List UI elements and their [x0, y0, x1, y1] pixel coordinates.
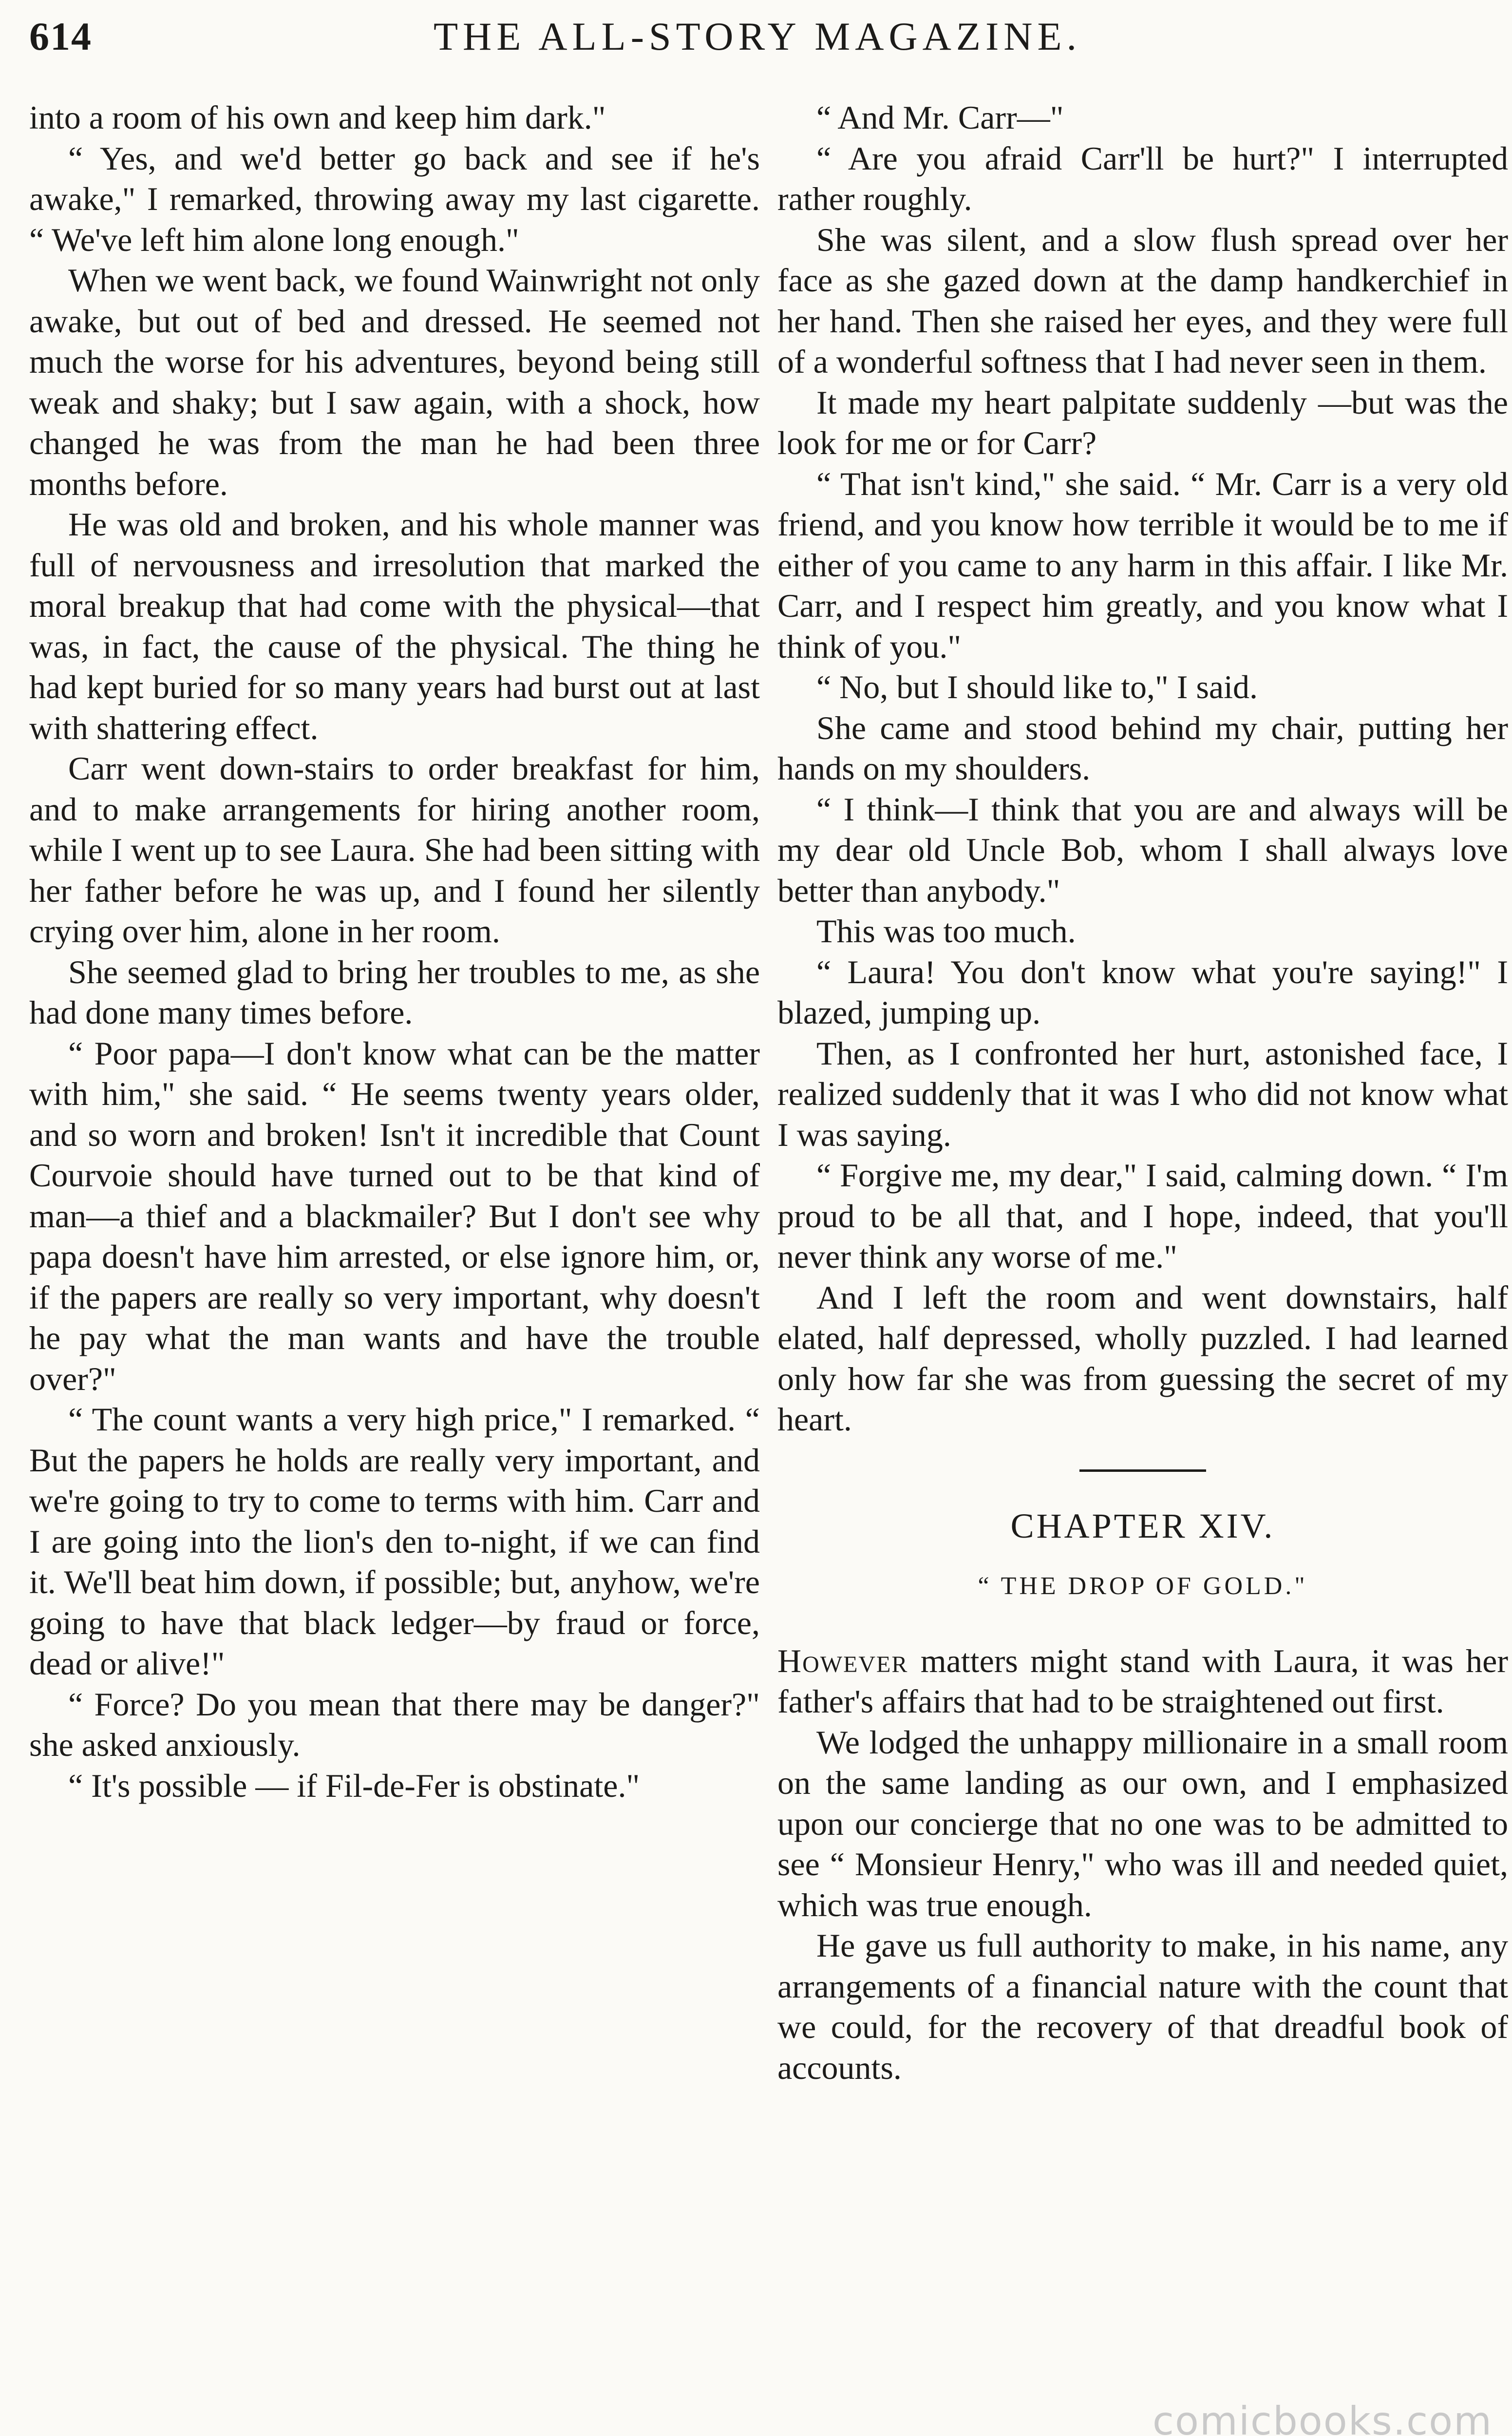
chapter-subtitle: “ THE DROP OF GOLD." [978, 1572, 1308, 1600]
paragraph: “ That isn't kind," she said. “ Mr. Carr is a very old friend, and you know how terrible it would be to me if either of you came to any harm in this affair. I like Mr. Carr, and I respect him greatly, and you know what I think of you." [777, 465, 1508, 665]
paragraph: “ I think—I think that you are and always will be my dear old Uncle Bob, whom I shall always love better than anybody." [777, 790, 1508, 909]
paragraph: It made my heart palpitate suddenly —but was the look for me or for Carr? [777, 383, 1508, 461]
paragraph: “ And Mr. Carr—" [816, 99, 1064, 136]
watermark: comicbooks.com [1152, 2398, 1493, 2436]
paragraph: She was silent, and a slow flush spread over her face as she gazed down at the damp handkerchief in her hand. Then she raised her eyes, and they were full of a wonderful softness that I had never seen in them. [777, 221, 1508, 380]
paragraph: This was too much. [816, 913, 1076, 950]
paragraph: into a room of his own and keep him dark." [29, 99, 606, 136]
page-header [29, 10, 1486, 68]
paragraph: “ Yes, and we'd better go back and see if he's awake," I remarked, throwing away my last cigarette. “ We've left him alone long enough." [29, 139, 760, 258]
paragraph: “ Are you afraid Carr'll be hurt?" I interrupted rather roughly. [777, 139, 1508, 217]
chapter-opening-word: However [777, 1642, 908, 1679]
paragraph: Carr went down-stairs to order breakfast for him, and to make arrangements for hiring another room, while I went up to see Laura. She had been sitting with her father before he was up, and I found her silently crying over him, alone in her room. [29, 750, 760, 950]
section-divider [1079, 1469, 1206, 1472]
paragraph: He was old and broken, and his whole manner was full of nervousness and irresolution that marked the moral breakup that had come with the physical—that was, in fact, the cause of the physical. The thing he had kept buried for so many years had burst out at last with shattering effect. [29, 506, 760, 746]
paragraph: “ Forgive me, my dear," I said, calming down. “ I'm proud to be all that, and I hope, indeed, that you'll never think any worse of me." [777, 1157, 1508, 1275]
paragraph: We lodged the unhappy millionaire in a small room on the same landing as our own, and I emphasized upon our concierge that no one was to be admitted to see “ Monsieur Henry," who was ill and needed quiet, which was true enough. [777, 1723, 1508, 1923]
paragraph: “ Poor papa—I don't know what can be the matter with him," she said. “ He seems twenty years older, and so worn and broken! Isn't it incredible that Count Courvoie should have turned out to be that kind of man—a thief and a blackmailer? But I don't see why papa doesn't have him arrested, or else ignore him, or, if the papers are really so very important, why doesn't he pay what the man wants and have the trouble over?" [29, 1034, 760, 1397]
right-column-story-text [777, 97, 1508, 1440]
paragraph: He gave us full authority to make, in his name, any arrangements of a financial nature with the count that we could, for the recovery of that dreadful book of accounts. [777, 1927, 1508, 2086]
left-column [29, 97, 760, 2426]
paragraph: “ Force? Do you mean that there may be danger?" she asked anxiously. [29, 1685, 760, 1763]
paragraph: When we went back, we found Wainwright not only awake, but out of bed and dressed. He seemed not much the worse for his adventures, beyond being still weak and shaky; but I saw again, with a shock, how changed he was from the man he had been three months before. [29, 262, 760, 502]
chapter-heading: CHAPTER XIV. [1010, 1506, 1275, 1545]
magazine-title: THE ALL-STORY MAGAZINE. [433, 14, 1082, 58]
chapter-opening-paragraph [777, 1641, 1508, 1722]
paragraph: Then, as I confronted her hurt, astonished face, I realized suddenly that it was I who did not know what I was saying. [777, 1034, 1508, 1153]
paragraph: And I left the room and went downstairs, half elated, half depressed, wholly puzzled. I had learned only how far she was from guessing the secret of my heart. [777, 1278, 1508, 1438]
paragraph: She seemed glad to bring her troubles to me, as she had done many times before. [29, 953, 760, 1031]
right-column [777, 97, 1508, 2426]
paragraph: “ It's possible — if Fil-de-Fer is obstinate." [68, 1767, 640, 1804]
right-column-chapter-text [777, 1722, 1508, 2089]
paragraph: “ No, but I should like to," I said. [816, 668, 1258, 705]
page-number: 614 [29, 14, 92, 58]
paragraph: She came and stood behind my chair, putting her hands on my shoulders. [777, 709, 1508, 787]
chapter-opening-text: matters might stand with Laura, it was her father's affairs that had to be straightened out first. [777, 1642, 1508, 1720]
paragraph: “ Laura! You don't know what you're saying!" I blazed, jumping up. [777, 953, 1508, 1031]
paragraph: “ The count wants a very high price," I remarked. “ But the papers he holds are really very important, and we're going to try to come to terms with him. Carr and I are going into the lion's den to-night, if we can find it. We'll beat him down, if possible; but, anyhow, we're going to have that black ledger—by fraud or force, dead or alive!" [29, 1401, 760, 1682]
